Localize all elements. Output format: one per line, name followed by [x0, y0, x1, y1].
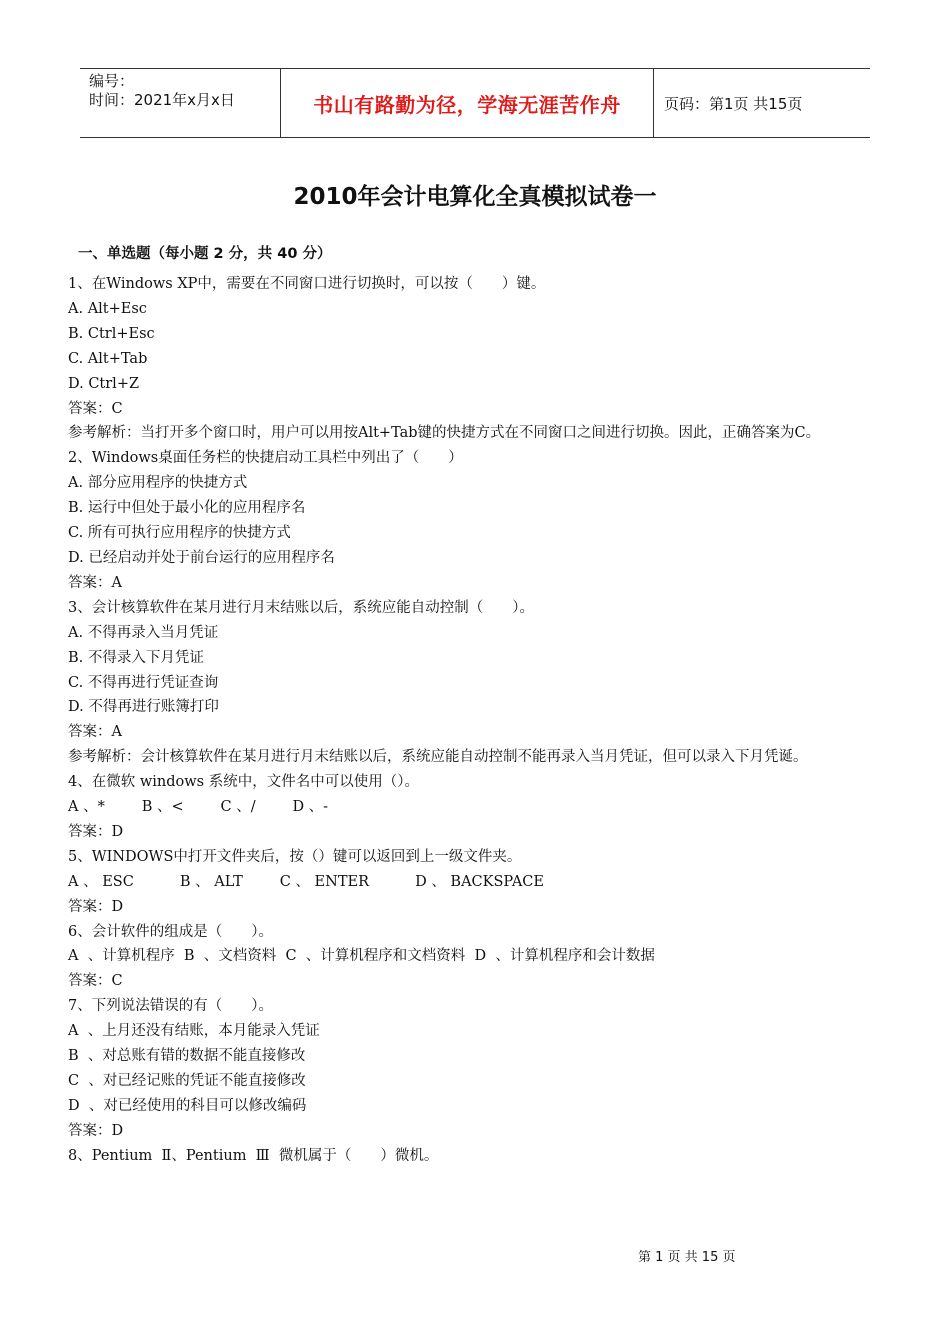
text-line: A 、上月还没有结账，本月能录入凭证	[68, 1023, 320, 1040]
text-line: 4、在微软 windows 系统中，文件名中可以使用（）。	[68, 774, 419, 791]
answer-line: 答案：D	[68, 898, 124, 915]
text-line: B. Ctrl+Esc	[68, 325, 155, 342]
text-line: D 、对已经使用的科目可以修改编码	[68, 1097, 307, 1114]
text-line: 6、会计软件的组成是（ ）。	[68, 923, 273, 940]
document-title: 2010年会计电算化全真模拟试卷一	[293, 184, 657, 210]
answer-line: 答案：C	[68, 400, 123, 417]
answer-line: 答案：A	[68, 574, 122, 591]
section-title: 一、单选题（每小题 2 分，共 40 分）	[78, 246, 332, 262]
text-line: D. Ctrl+Z	[68, 375, 140, 392]
explanation-line: 参考解析：会计核算软件在某月进行月末结账以后，系统应能自动控制不能再录入当月凭证，但可以录入下月凭诞。	[68, 749, 808, 766]
text-line: 5、WINDOWS中打开文件夹后，按（）键可以返回到上一级文件夹。	[68, 848, 522, 865]
text-line: 1、在Windows XP中，需要在不同窗口进行切换时，可以按（ ）键。	[68, 276, 546, 292]
text-line: 3、会计核算软件在某月进行月末结账以后，系统应能自动控制（ ）。	[68, 599, 534, 616]
answer-line: 答案：D	[68, 1122, 124, 1139]
text-line: A. 不得再录入当月凭证	[68, 624, 219, 641]
text-line: B. 运行中但处于最小化的应用程序名	[68, 500, 306, 517]
text-line: D. 不得再进行账簿打印	[68, 699, 219, 716]
header-motto-cell	[280, 69, 654, 137]
header-meta	[80, 69, 280, 137]
page-footer: 第 1 页 共 15 页	[638, 1250, 736, 1265]
header-motto: 书山有路勤为径，学海无涯苦作舟	[313, 92, 621, 117]
text-line: C 、对已经记账的凭证不能直接修改	[68, 1073, 306, 1089]
text-line: A. Alt+Esc	[68, 300, 147, 317]
text-line: C. Alt+Tab	[68, 350, 148, 367]
text-line: B 、对总账有错的数据不能直接修改	[68, 1048, 306, 1065]
text-line: A 、 ESC B 、 ALT C 、 ENTER D 、 BACKSPACE	[68, 873, 544, 890]
text-line: B. 不得录入下月凭证	[68, 649, 204, 666]
question-content	[68, 272, 874, 1169]
text-line: A. 部分应用程序的快捷方式	[68, 475, 248, 492]
text-line: A 、* B 、< C 、/ D 、-	[68, 799, 329, 816]
explanation-line: 参考解析：当打开多个窗口时，用户可以用按Alt+Tab键的快捷方式在不同窗口之间进行切换。因此，正确答案为C。	[68, 425, 821, 442]
text-line: C. 所有可执行应用程序的快捷方式	[68, 525, 291, 542]
header-time: 时间：2021年x月x日	[89, 91, 235, 109]
text-line: 7、下列说法错误的有（ ）。	[68, 998, 273, 1015]
text-line: 2、Windows桌面任务栏的快捷启动工具栏中列出了（ ）	[68, 450, 463, 467]
answer-line: 答案：C	[68, 973, 123, 990]
header-number-label: 编号：	[89, 72, 135, 90]
text-line: 8、Pentium Ⅱ、Pentium Ⅲ 微机属于（ ）微机。	[68, 1147, 439, 1164]
answer-line: 答案：D	[68, 823, 124, 840]
text-line: C. 不得再进行凭证查询	[68, 674, 219, 691]
answer-line: 答案：A	[68, 724, 122, 741]
text-line: D. 已经启动并处于前台运行的应用程序名	[68, 549, 335, 566]
header-page-info: 页码：第1页 共15页	[664, 94, 803, 113]
text-line: A 、计算机程序 B 、文档资料 C 、计算机程序和文档资料 D 、计算机程序和会计数据	[68, 948, 655, 965]
page-header	[80, 68, 870, 138]
